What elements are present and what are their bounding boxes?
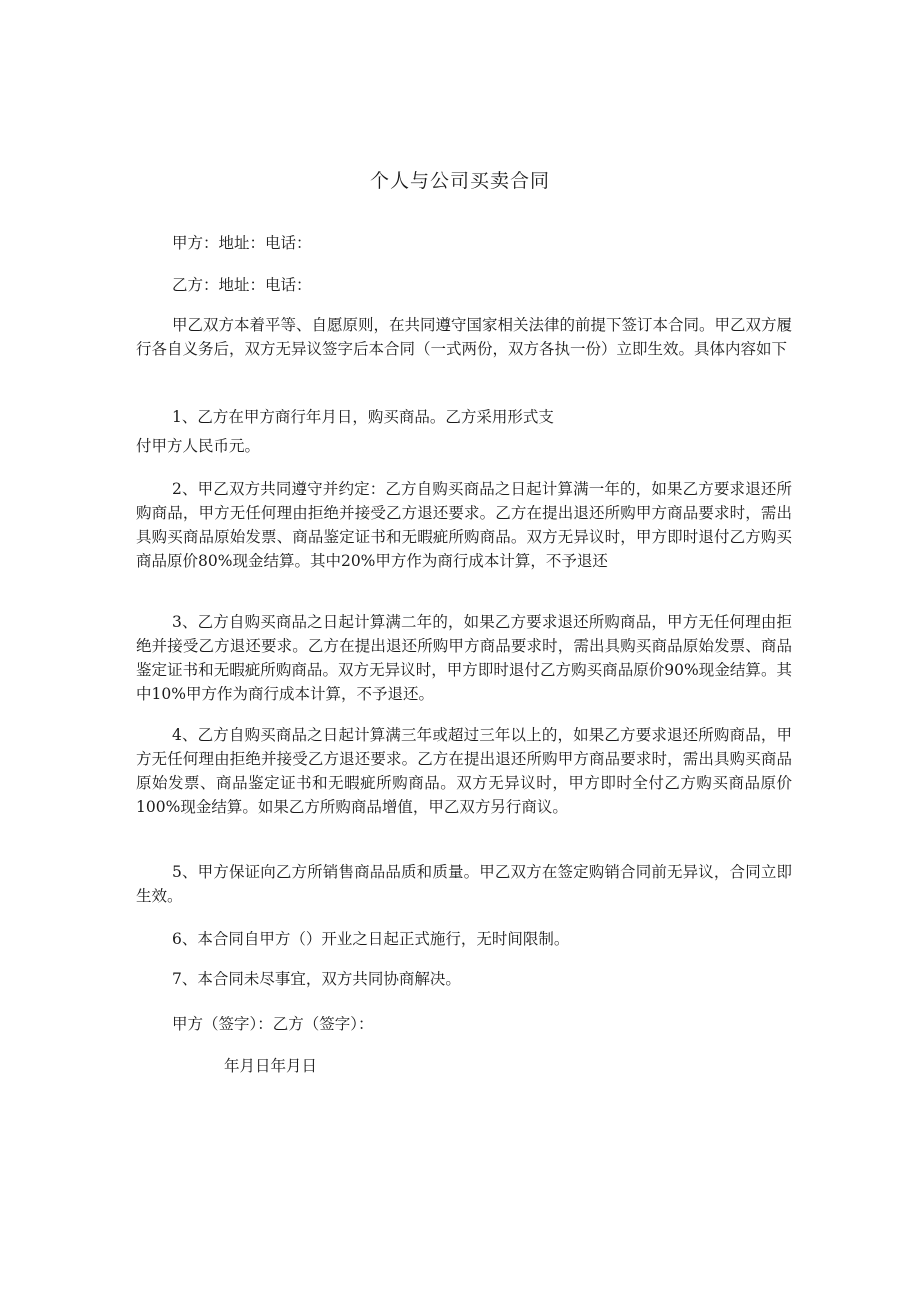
signature-line: 甲方（签字）：乙方（签字）： [172,1015,374,1033]
party-a-line: 甲方：地址：电话： [172,234,312,252]
page-title: 个人与公司买卖合同 [369,170,550,192]
clause-7-line: 7、本合同未尽事宜，双方共同协商解决。 [172,970,461,988]
clause-1-line-2: 付甲方人民币元。 [136,437,261,455]
party-b-line: 乙方：地址：电话： [172,276,312,294]
preamble-paragraph: 甲乙双方本着平等、自愿原则，在共同遵守国家相关法律的前提下签订本合同。甲乙双方履行各自义务后，双方无异议签字后本合同（一式两份，双方各执一份）立即生效。具体内容如下 [136,316,793,358]
clause-1-line-1: 1、乙方在甲方商行年月日，购买商品。乙方采用形式支 [172,408,554,426]
clause-4-paragraph: 4、乙方自购买商品之日起计算满三年或超过三年以上的，如果乙方要求退还所购商品，甲方无任何理由拒绝并接受乙方退还要求。乙方在提出退还所购甲方商品要求时，需出具购买商品原始发票、商品鉴定证书和无暇疵所购商品。双方无异议时，甲方即时全付乙方购买商品原价100%现金结算。如果乙方所购商品增值，甲乙双方另行商议。 [136,726,792,816]
clause-5-paragraph: 5、甲方保证向乙方所销售商品品质和质量。甲乙双方在签定购销合同前无异议，合同立即生效。 [136,863,792,905]
clause-2-paragraph: 2、甲乙双方共同遵守并约定：乙方自购买商品之日起计算满一年的，如果乙方要求退还所购商品，甲方无任何理由拒绝并接受乙方退还要求。乙方在提出退还所购甲方商品要求时，需出具购买商品原始发票、商品鉴定证书和无暇疵所购商品。双方无异议时，甲方即时退付乙方购买商品原价80%现金结算。其中20%甲方作为商行成本计算，不予退还 [136,480,792,570]
clause-3-paragraph: 3、乙方自购买商品之日起计算满二年的，如果乙方要求退还所购商品，甲方无任何理由拒绝并接受乙方退还要求。乙方在提出退还所购甲方商品要求时，需出具购买商品原始发票、商品鉴定证书和无暇疵所购商品。双方无异议时，甲方即时退付乙方购买商品原价90%现金结算。其中10%甲方作为商行成本计算，不予退还。 [136,613,792,703]
clause-6-line: 6、本合同自甲方（）开业之日起正式施行，无时间限制。 [172,930,570,948]
date-line: 年月日年月日 [224,1057,318,1075]
